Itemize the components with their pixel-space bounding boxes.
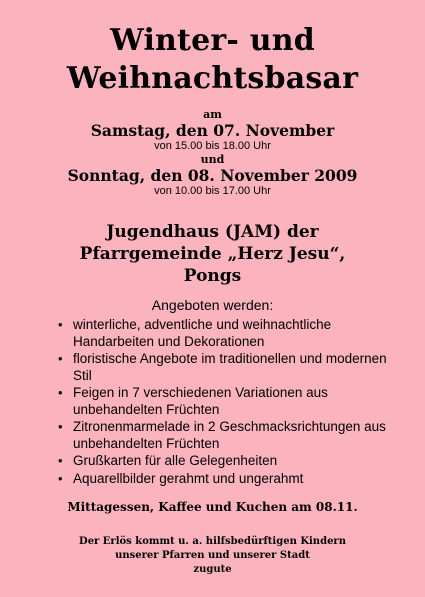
bullet-icon: • [58,317,63,332]
venue-line-1: Jugendhaus (JAM) der [106,222,319,242]
offer-text: Grußkarten für alle Gelegenheiten [73,453,278,468]
day2-time: von 10.00 bis 17.00 Uhr [154,185,271,197]
list-item [58,385,388,418]
proceeds-line-2: unserer Pfarren und unserer Stadt [115,550,310,561]
offer-text: Zitronenmarmelade in 2 Geschmacksrichtungen aus unbehandelten Früchten [73,419,386,451]
flyer-title [0,22,425,98]
bullet-icon: • [58,419,63,434]
offers-heading: Angeboten werden: [151,297,274,313]
title-line-2: Weihnachtsbasar [66,61,359,96]
list-item [58,453,388,470]
proceeds-note [0,535,425,577]
list-item [58,471,388,488]
offer-text: Feigen in 7 verschiedenen Variationen aus unbehandelten Früchten [73,385,328,417]
dates-connector: und [200,153,225,166]
venue [0,221,425,287]
offer-text: winterliche, adventliche und weihnachtliche Handarbeiten und Dekorationen [73,317,332,349]
proceeds-line-3: zugute [193,564,232,575]
lunch-note: Mittagessen, Kaffee und Kuchen am 08.11. [67,500,358,514]
offers-section [0,297,425,488]
day1-time: von 15.00 bis 18.00 Uhr [154,140,271,152]
venue-line-2: Pfarrgemeinde „Herz Jesu“, [79,244,346,264]
bullet-icon: • [58,453,63,468]
proceeds-line-1: Der Erlös kommt u. a. hilfsbedürftigen Kindern [79,536,346,547]
title-line-1: Winter- und [110,23,315,58]
list-item [58,351,388,384]
bullet-icon: • [58,470,63,486]
dates-intro: am [203,108,222,121]
list-item [58,317,388,350]
list-item [58,419,388,452]
day1-date: Samstag, den 07. November [90,121,335,140]
bullet-icon: • [58,351,63,366]
day2-date: Sonntag, den 08. November 2009 [67,166,358,185]
event-dates [0,108,425,198]
offer-text: floristische Angebote im traditionellen und modernen Stil [73,351,387,383]
bullet-icon: • [58,385,63,400]
offers-list [0,317,388,487]
venue-line-3: Pongs [183,266,242,286]
offer-text: Aquarellbilder gerahmt und ungerahmt [73,470,304,486]
